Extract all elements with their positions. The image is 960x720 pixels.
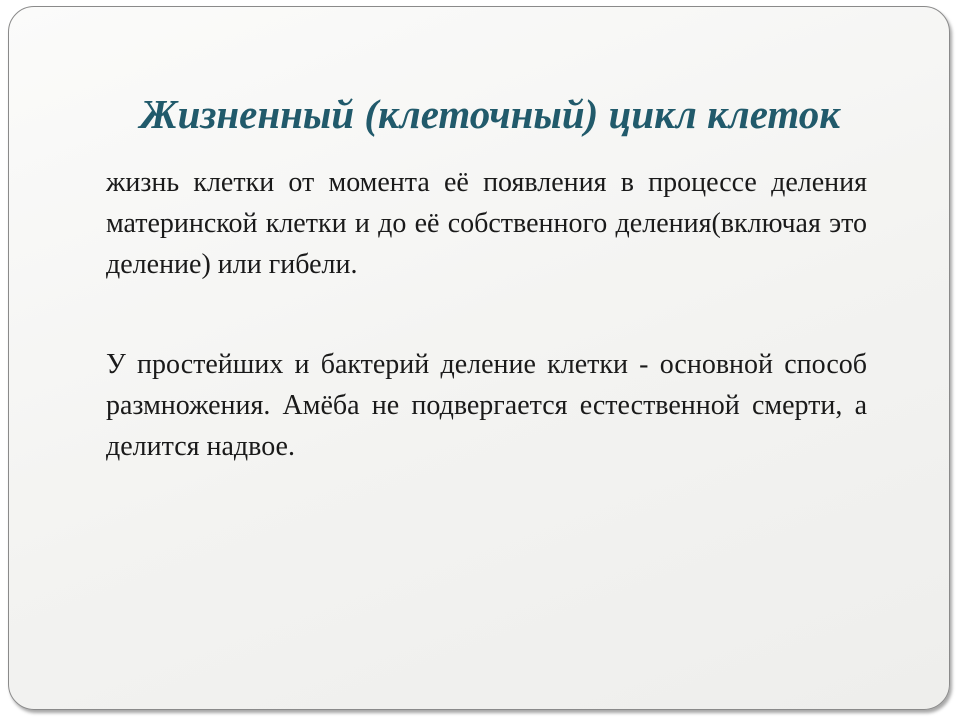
slide-title: Жизненный (клеточный) цикл клеток — [139, 91, 841, 137]
body-paragraph-example: У простейших и бактерий деление клетки - основной способ размножения. Амёба не подвергается естественной смерти, а делится надвое. — [106, 349, 867, 462]
body-paragraph-definition: жизнь клетки от момента её появления в процессе деления материнской клетки и до её собственного деления(включая это деление) или гибели. — [106, 167, 867, 280]
